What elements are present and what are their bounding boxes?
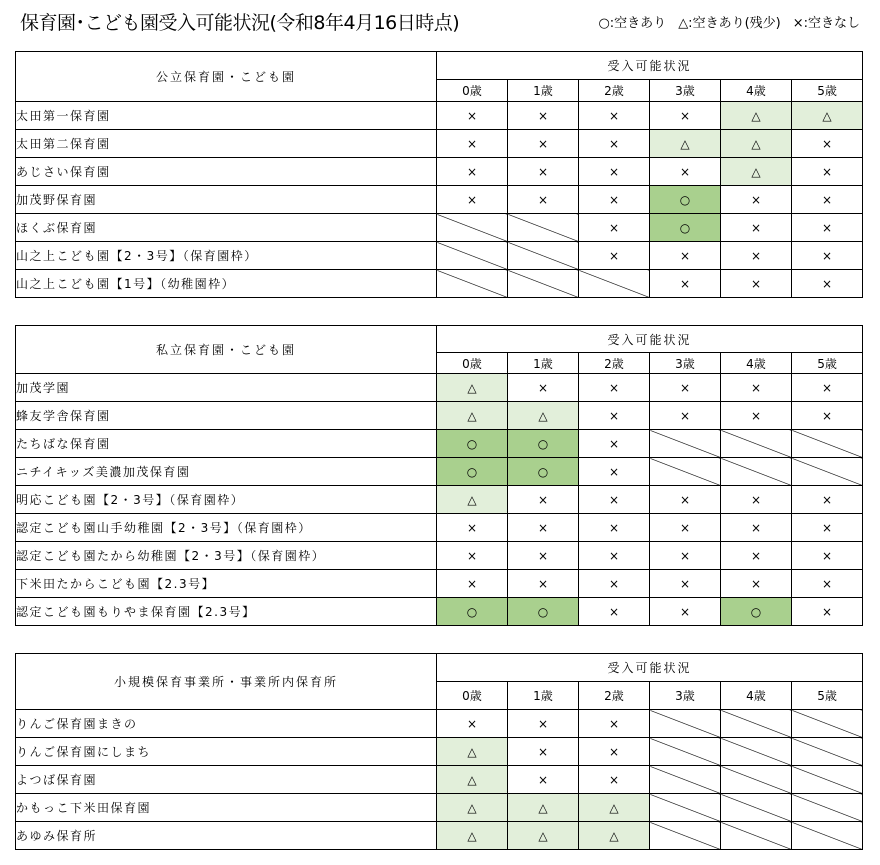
status-cell-age-3: × [650, 402, 721, 430]
table-row [16, 430, 863, 458]
status-cell-age-2: × [579, 542, 650, 570]
status-cell-age-1: ○ [508, 458, 579, 486]
not-applicable-cell [508, 242, 579, 270]
small-scale-nursery-table [15, 653, 863, 850]
status-cell-age-1: △ [508, 822, 579, 850]
age-header-2: 2歳 [579, 80, 650, 102]
table-row [16, 186, 863, 214]
not-applicable-cell [508, 270, 579, 298]
status-cell-age-4: × [721, 542, 792, 570]
status-cell-age-1: × [508, 542, 579, 570]
status-cell-age-2: × [579, 402, 650, 430]
facility-name: 加茂野保育園 [16, 186, 437, 214]
table-row [16, 130, 863, 158]
status-cell-age-0: △ [437, 402, 508, 430]
status-cell-age-3: × [650, 486, 721, 514]
status-cell-age-2: × [579, 430, 650, 458]
status-cell-age-4: ○ [721, 598, 792, 626]
status-cell-age-0: × [437, 102, 508, 130]
status-cell-age-5: × [792, 542, 863, 570]
legend-none: ×:空きなし [792, 16, 860, 31]
status-cell-age-4: × [721, 214, 792, 242]
status-cell-age-0: × [437, 514, 508, 542]
table-row [16, 374, 863, 402]
age-header-2: 2歳 [579, 682, 650, 710]
status-cell-age-5: × [792, 570, 863, 598]
table-row [16, 270, 863, 298]
status-cell-age-0: × [437, 158, 508, 186]
status-cell-age-3: ○ [650, 186, 721, 214]
status-cell-age-4: × [721, 486, 792, 514]
table-row [16, 710, 863, 738]
facility-name: 加茂学園 [16, 374, 437, 402]
facility-name: ニチイキッズ美濃加茂保育園 [16, 458, 437, 486]
status-cell-age-0: ○ [437, 458, 508, 486]
status-cell-age-0: △ [437, 794, 508, 822]
status-cell-age-1: × [508, 738, 579, 766]
not-applicable-cell [721, 822, 792, 850]
age-header-3: 3歳 [650, 682, 721, 710]
status-cell-age-5: × [792, 514, 863, 542]
status-cell-age-5: × [792, 186, 863, 214]
status-cell-age-1: × [508, 570, 579, 598]
table-row [16, 402, 863, 430]
status-cell-age-0: △ [437, 822, 508, 850]
age-header-1: 1歳 [508, 353, 579, 374]
not-applicable-cell [579, 270, 650, 298]
status-cell-age-1: × [508, 766, 579, 794]
status-cell-age-1: △ [508, 794, 579, 822]
status-cell-age-5: × [792, 214, 863, 242]
status-cell-age-4: △ [721, 158, 792, 186]
not-applicable-cell [721, 430, 792, 458]
not-applicable-cell [721, 766, 792, 794]
status-cell-age-4: △ [721, 102, 792, 130]
facility-name: よつば保育園 [16, 766, 437, 794]
facility-name: たちばな保育園 [16, 430, 437, 458]
status-cell-age-0: × [437, 570, 508, 598]
facility-name: 山之上こども園【2・3号】（保育園枠） [16, 242, 437, 270]
status-cell-age-2: × [579, 102, 650, 130]
status-cell-age-3: × [650, 270, 721, 298]
private-nursery-table [15, 325, 863, 626]
not-applicable-cell [792, 458, 863, 486]
status-cell-age-4: × [721, 242, 792, 270]
status-cell-age-3: ○ [650, 214, 721, 242]
status-cell-age-2: × [579, 766, 650, 794]
status-cell-age-3: × [650, 514, 721, 542]
age-header-2: 2歳 [579, 353, 650, 374]
page-title: 保育園･こども園受入可能状況(令和8年4月16日時点) [20, 12, 460, 34]
table-row [16, 102, 863, 130]
table-row [16, 542, 863, 570]
legend-few: △:空きあり(残少) [678, 16, 781, 31]
status-cell-age-1: × [508, 486, 579, 514]
not-applicable-cell [508, 214, 579, 242]
facility-name: 明応こども園【2・3号】（保育園枠） [16, 486, 437, 514]
not-applicable-cell [721, 458, 792, 486]
status-cell-age-2: × [579, 242, 650, 270]
status-cell-age-2: × [579, 186, 650, 214]
section-title: 私立保育園・こども園 [16, 326, 437, 374]
table-row [16, 822, 863, 850]
status-cell-age-3: × [650, 158, 721, 186]
availability-header: 受入可能状況 [437, 326, 863, 353]
status-cell-age-2: △ [579, 822, 650, 850]
status-cell-age-0: × [437, 710, 508, 738]
facility-name: かもっこ下米田保育園 [16, 794, 437, 822]
status-cell-age-2: × [579, 486, 650, 514]
not-applicable-cell [650, 794, 721, 822]
age-header-5: 5歳 [792, 353, 863, 374]
age-header-0: 0歳 [437, 353, 508, 374]
status-cell-age-2: × [579, 514, 650, 542]
status-cell-age-3: × [650, 102, 721, 130]
facility-name: あゆみ保育所 [16, 822, 437, 850]
status-cell-age-4: × [721, 270, 792, 298]
facility-name: りんご保育園にしまち [16, 738, 437, 766]
status-cell-age-4: × [721, 186, 792, 214]
table-row [16, 766, 863, 794]
status-cell-age-1: △ [508, 402, 579, 430]
table-row [16, 214, 863, 242]
status-cell-age-0: △ [437, 766, 508, 794]
status-cell-age-2: × [579, 570, 650, 598]
facility-name: 認定こども園山手幼稚園【2・3号】（保育園枠） [16, 514, 437, 542]
age-header-5: 5歳 [792, 682, 863, 710]
not-applicable-cell [650, 710, 721, 738]
status-cell-age-1: × [508, 186, 579, 214]
status-cell-age-1: ○ [508, 430, 579, 458]
status-cell-age-5: × [792, 130, 863, 158]
status-cell-age-5: × [792, 486, 863, 514]
not-applicable-cell [792, 794, 863, 822]
section-title: 公立保育園・こども園 [16, 52, 437, 102]
status-cell-age-4: △ [721, 130, 792, 158]
status-cell-age-4: × [721, 402, 792, 430]
table-row [16, 598, 863, 626]
not-applicable-cell [792, 766, 863, 794]
age-header-0: 0歳 [437, 682, 508, 710]
status-cell-age-1: × [508, 514, 579, 542]
not-applicable-cell [650, 430, 721, 458]
status-cell-age-2: × [579, 158, 650, 186]
age-header-0: 0歳 [437, 80, 508, 102]
age-header-1: 1歳 [508, 682, 579, 710]
status-cell-age-1: ○ [508, 598, 579, 626]
status-cell-age-4: × [721, 374, 792, 402]
not-applicable-cell [721, 710, 792, 738]
facility-name: ほくぶ保育園 [16, 214, 437, 242]
status-cell-age-3: × [650, 598, 721, 626]
status-cell-age-2: × [579, 710, 650, 738]
section-title: 小規模保育事業所・事業所内保育所 [16, 654, 437, 710]
not-applicable-cell [650, 738, 721, 766]
facility-name: りんご保育園まきの [16, 710, 437, 738]
status-cell-age-0: ○ [437, 430, 508, 458]
status-cell-age-3: × [650, 542, 721, 570]
table-row [16, 486, 863, 514]
status-cell-age-5: × [792, 270, 863, 298]
availability-header: 受入可能状況 [437, 654, 863, 682]
not-applicable-cell [721, 794, 792, 822]
facility-name: 太田第一保育園 [16, 102, 437, 130]
not-applicable-cell [792, 430, 863, 458]
status-cell-age-5: △ [792, 102, 863, 130]
status-cell-age-1: × [508, 130, 579, 158]
table-row [16, 158, 863, 186]
facility-name: 太田第二保育園 [16, 130, 437, 158]
not-applicable-cell [437, 270, 508, 298]
status-cell-age-5: × [792, 158, 863, 186]
legend [598, 14, 860, 34]
status-cell-age-0: △ [437, 374, 508, 402]
facility-name: 蜂友学舎保育園 [16, 402, 437, 430]
status-cell-age-0: × [437, 542, 508, 570]
status-cell-age-2: × [579, 738, 650, 766]
status-cell-age-1: × [508, 102, 579, 130]
age-header-1: 1歳 [508, 80, 579, 102]
not-applicable-cell [437, 242, 508, 270]
status-cell-age-2: × [579, 214, 650, 242]
not-applicable-cell [792, 822, 863, 850]
status-cell-age-3: × [650, 570, 721, 598]
facility-name: 下米田たからこども園【2.3号】 [16, 570, 437, 598]
status-cell-age-3: × [650, 242, 721, 270]
status-cell-age-0: △ [437, 486, 508, 514]
not-applicable-cell [650, 766, 721, 794]
not-applicable-cell [437, 214, 508, 242]
not-applicable-cell [792, 738, 863, 766]
age-header-4: 4歳 [721, 353, 792, 374]
status-cell-age-0: × [437, 186, 508, 214]
facility-name: 認定こども園もりやま保育園【2.3号】 [16, 598, 437, 626]
status-cell-age-2: × [579, 374, 650, 402]
not-applicable-cell [792, 710, 863, 738]
age-header-3: 3歳 [650, 80, 721, 102]
status-cell-age-1: × [508, 374, 579, 402]
not-applicable-cell [650, 458, 721, 486]
status-cell-age-5: × [792, 242, 863, 270]
status-cell-age-3: △ [650, 130, 721, 158]
status-cell-age-1: × [508, 158, 579, 186]
status-cell-age-2: × [579, 598, 650, 626]
table-row [16, 514, 863, 542]
status-cell-age-0: × [437, 130, 508, 158]
status-cell-age-5: × [792, 402, 863, 430]
age-header-4: 4歳 [721, 682, 792, 710]
status-cell-age-1: × [508, 710, 579, 738]
age-header-4: 4歳 [721, 80, 792, 102]
facility-name: 認定こども園たから幼稚園【2・3号】（保育園枠） [16, 542, 437, 570]
availability-header: 受入可能状況 [437, 52, 863, 80]
table-row [16, 738, 863, 766]
status-cell-age-3: × [650, 374, 721, 402]
status-cell-age-4: × [721, 570, 792, 598]
not-applicable-cell [650, 822, 721, 850]
not-applicable-cell [721, 738, 792, 766]
status-cell-age-4: × [721, 514, 792, 542]
age-header-3: 3歳 [650, 353, 721, 374]
status-cell-age-0: △ [437, 738, 508, 766]
status-cell-age-2: △ [579, 794, 650, 822]
public-nursery-table [15, 51, 863, 298]
status-cell-age-5: × [792, 374, 863, 402]
legend-available: ○:空きあり [598, 16, 667, 31]
table-row [16, 570, 863, 598]
table-row [16, 458, 863, 486]
age-header-5: 5歳 [792, 80, 863, 102]
table-row [16, 794, 863, 822]
status-cell-age-0: ○ [437, 598, 508, 626]
facility-name: 山之上こども園【1号】（幼稚園枠） [16, 270, 437, 298]
facility-name: あじさい保育園 [16, 158, 437, 186]
status-cell-age-5: × [792, 598, 863, 626]
status-cell-age-2: × [579, 130, 650, 158]
status-cell-age-2: × [579, 458, 650, 486]
table-row [16, 242, 863, 270]
